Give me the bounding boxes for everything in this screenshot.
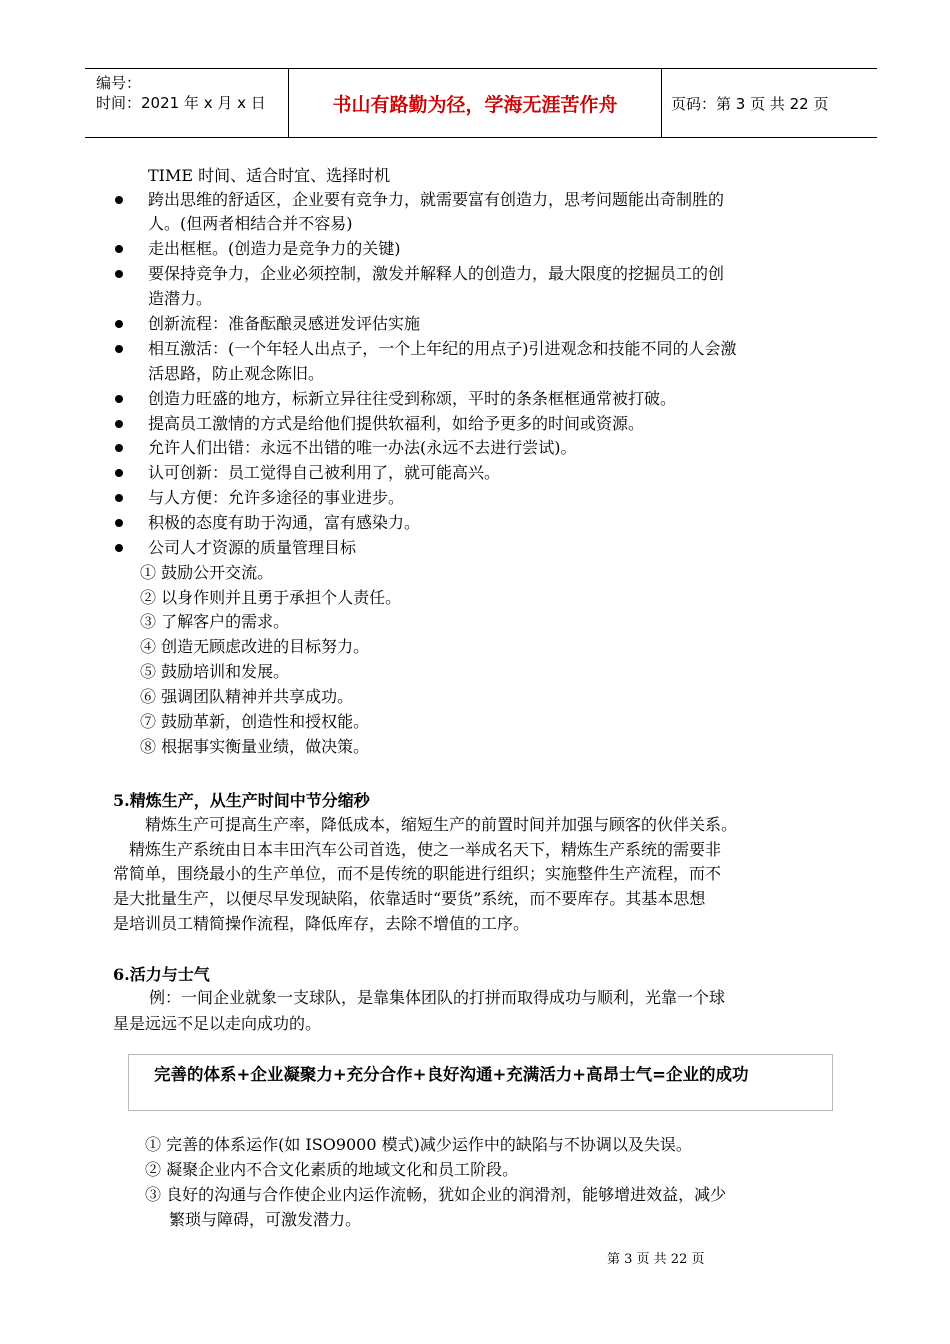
section-6-point: ③ 良好的沟通与合作使企业内运作流畅，犹如企业的润滑剂，能够增进效益，减少 [145, 1185, 727, 1204]
formula-box [128, 1054, 833, 1111]
bullet-item-cont: 人。(但两者相结合并不容易) [148, 214, 353, 233]
bullet-item: 相互激活：(一个年轻人出点子，一个上年纪的用点子)引进观念和技能不同的人会激 [148, 339, 737, 358]
bullet-item: 跨出思维的舒适区，企业要有竞争力，就需要富有创造力，思考问题能出奇制胜的 [148, 190, 725, 209]
bullet-dot [115, 245, 123, 253]
section-6-paragraph-line: 例：一间企业就象一支球队，是靠集体团队的打拼而取得成功与顺利，光靠一个球 [149, 988, 726, 1007]
goal-item: ③ 了解客户的需求。 [140, 612, 290, 631]
bullet-item: 公司人才资源的质量管理目标 [148, 538, 357, 557]
bullet-item: 与人方便：允许多途径的事业进步。 [148, 488, 405, 507]
header-meta [85, 69, 289, 137]
bullet-item: 走出框框。(创造力是竞争力的关键) [148, 239, 401, 258]
intro-line: TIME 时间、适合时宜、选择时机 [148, 166, 391, 185]
motto: 书山有路勤为径，学海无涯苦作舟 [332, 93, 618, 116]
bullet-dot [115, 469, 123, 477]
page-label: 页码：第 3 页 共 22 页 [671, 94, 829, 113]
bullet-item: 允许人们出错：永远不出错的唯一办法(永远不去进行尝试)。 [148, 438, 577, 457]
header-page-cell [662, 69, 877, 137]
goal-item: ② 以身作则并且勇于承担个人责任。 [140, 588, 402, 607]
bullet-item: 要保持竞争力，企业必须控制，激发并解释人的创造力，最大限度的挖掘员工的创 [148, 264, 725, 283]
section-5-paragraph-line: 精炼生产可提高生产率，降低成本，缩短生产的前置时间并加强与顾客的伙伴关系。 [145, 815, 738, 834]
bullet-item: 创造力旺盛的地方，标新立异往往受到称颂，平时的条条框框通常被打破。 [148, 389, 677, 408]
goal-item: ① 鼓励公开交流。 [140, 563, 274, 582]
bullet-dot [115, 345, 123, 353]
bullet-dot [115, 395, 123, 403]
bullet-dot [115, 270, 123, 278]
bullet-item-cont: 造潜力。 [148, 289, 213, 308]
section-5-paragraph-line: 精炼生产系统由日本丰田汽车公司首选，使之一举成名天下，精炼生产系统的需要非 [129, 840, 722, 859]
section-5-paragraph-line: 是培训员工精简操作流程，降低库存，去除不增值的工序。 [113, 914, 530, 933]
section-5-paragraph-line: 是大批量生产，以便尽早发现缺陷，依靠适时“要货”系统，而不要库存。其基本思想 [113, 889, 706, 908]
time-label: 时间：2021 年 x 月 x 日 [96, 94, 266, 112]
bullet-dot [115, 196, 123, 204]
goal-item: ④ 创造无顾虑改进的目标努力。 [140, 637, 370, 656]
bullet-item-cont: 活思路，防止观念陈旧。 [148, 364, 325, 383]
section-6-paragraph-line: 星是远远不足以走向成功的。 [113, 1014, 322, 1033]
goal-item: ⑦ 鼓励革新，创造性和授权能。 [140, 712, 370, 731]
bullet-item: 积极的态度有助于沟通，富有感染力。 [148, 513, 421, 532]
section-6-point: ① 完善的体系运作(如 ISO9000 模式)减少运作中的缺陷与不协调以及失误。 [145, 1135, 692, 1154]
goal-item: ⑥ 强调团队精神并共享成功。 [140, 687, 354, 706]
section-6-point-cont: 繁琐与障碍，可激发潜力。 [169, 1210, 362, 1229]
section-5-title: 5.精炼生产，从生产时间中节分缩秒 [113, 791, 370, 810]
bullet-item: 创新流程：准备酝酿灵感迸发评估实施 [148, 314, 421, 333]
bullet-dot [115, 444, 123, 452]
header-motto-cell [289, 69, 662, 137]
section-6-point: ② 凝聚企业内不合文化素质的地域文化和员工阶段。 [145, 1160, 519, 1179]
number-label: 编号： [96, 74, 142, 92]
bullet-item: 认可创新：员工觉得自己被利用了，就可能高兴。 [148, 463, 501, 482]
bullet-dot [115, 519, 123, 527]
bullet-dot [115, 544, 123, 552]
section-5-paragraph-line: 常简单，围绕最小的生产单位，而不是传统的职能进行组织；实施整件生产流程，而不 [113, 864, 722, 883]
goal-item: ⑤ 鼓励培训和发展。 [140, 662, 290, 681]
bullet-item: 提高员工激情的方式是给他们提供软福利，如给予更多的时间或资源。 [148, 414, 645, 433]
section-6-title: 6.活力与士气 [113, 965, 210, 984]
page-footer: 第 3 页 共 22 页 [607, 1252, 705, 1267]
bullet-dot [115, 320, 123, 328]
bullet-dot [115, 420, 123, 428]
page-header [85, 68, 877, 138]
goal-item: ⑧ 根据事实衡量业绩，做决策。 [140, 737, 370, 756]
bullet-dot [115, 494, 123, 502]
formula-text: 完善的体系+企业凝聚力+充分合作+良好沟通+充满活力+高昂士气=企业的成功 [154, 1065, 749, 1084]
